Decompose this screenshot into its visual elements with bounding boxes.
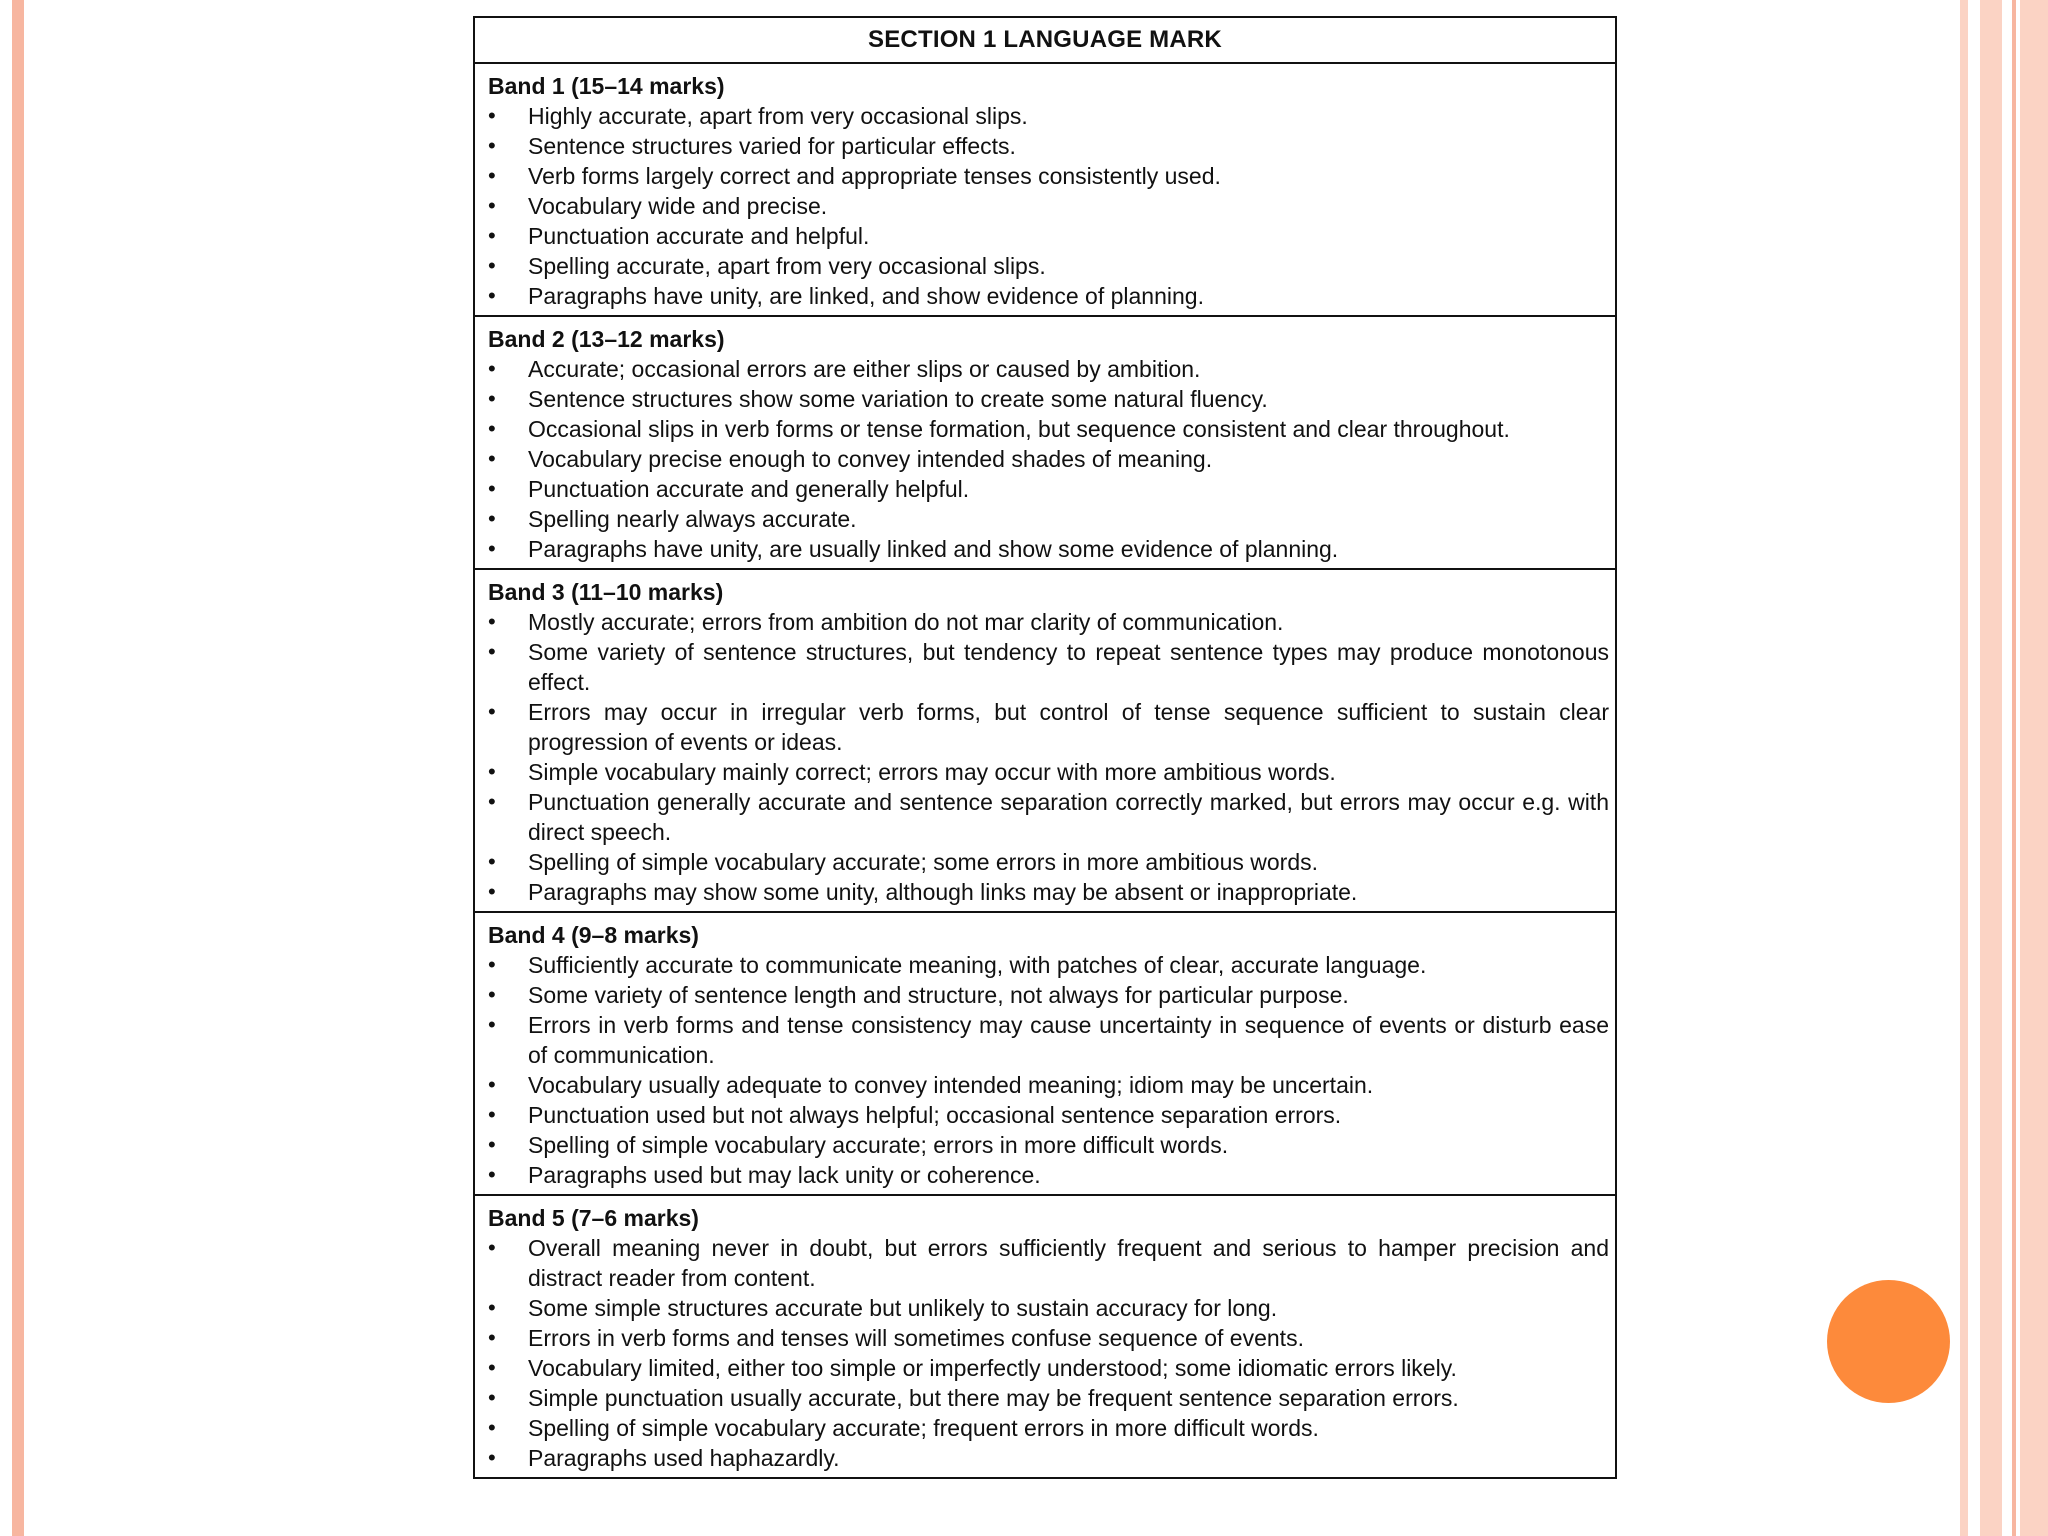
band-title: Band 3 (11–10 marks) xyxy=(488,579,724,605)
criterion-item: • Spelling of simple vocabulary accurate; frequent errors in more difficult words. xyxy=(488,1413,1609,1443)
right-decorative-stripe xyxy=(1960,0,1968,1536)
table-title: SECTION 1 LANGUAGE MARK xyxy=(475,18,1615,64)
criterion-item: • Paragraphs have unity, are usually linked and show some evidence of planning. xyxy=(488,534,1609,564)
criterion-item: • Simple punctuation usually accurate, but there may be frequent sentence separation errors. xyxy=(488,1383,1609,1413)
language-mark-table xyxy=(473,16,1617,1479)
criterion-item: • Paragraphs may show some unity, although links may be absent or inappropriate. xyxy=(488,877,1609,907)
criterion-item: • Simple vocabulary mainly correct; errors may occur with more ambitious words. xyxy=(488,757,1609,787)
criterion-item: • Sentence structures show some variation to create some natural fluency. xyxy=(488,384,1609,414)
criterion-item: • Vocabulary usually adequate to convey intended meaning; idiom may be uncertain. xyxy=(488,1070,1609,1100)
criterion-item: • Paragraphs have unity, are linked, and show evidence of planning. xyxy=(488,281,1609,311)
criterion-item: • Errors may occur in irregular verb forms, but control of tense sequence sufficient to sustain clear progression of events or ideas. xyxy=(488,697,1609,757)
criterion-item: • Punctuation accurate and helpful. xyxy=(488,221,1609,251)
right-decorative-stripe xyxy=(1980,0,2002,1536)
criterion-item: • Spelling of simple vocabulary accurate; errors in more difficult words. xyxy=(488,1130,1609,1160)
criterion-item: • Some simple structures accurate but unlikely to sustain accuracy for long. xyxy=(488,1293,1609,1323)
criterion-item: • Some variety of sentence length and structure, not always for particular purpose. xyxy=(488,980,1609,1010)
criterion-item: • Errors in verb forms and tense consistency may cause uncertainty in sequence of events or disturb ease of communication. xyxy=(488,1010,1609,1070)
criterion-item: • Verb forms largely correct and appropriate tenses consistently used. xyxy=(488,161,1609,191)
bands-container xyxy=(475,64,1615,1477)
criterion-item: • Some variety of sentence structures, but tendency to repeat sentence types may produce monotonous effect. xyxy=(488,637,1609,697)
band-title: Band 2 (13–12 marks) xyxy=(488,326,725,352)
band-criteria-list xyxy=(488,607,1609,907)
criterion-item: • Mostly accurate; errors from ambition do not mar clarity of communication. xyxy=(488,607,1609,637)
band-title: Band 5 (7–6 marks) xyxy=(488,1205,699,1231)
criterion-item: • Spelling of simple vocabulary accurate; some errors in more ambitious words. xyxy=(488,847,1609,877)
criterion-item: • Occasional slips in verb forms or tense formation, but sequence consistent and clear throughout. xyxy=(488,414,1609,444)
band-section-3 xyxy=(475,570,1615,913)
band-criteria-list xyxy=(488,1233,1609,1473)
band-section-2 xyxy=(475,317,1615,570)
band-section-5 xyxy=(475,1196,1615,1477)
criterion-item: • Paragraphs used haphazardly. xyxy=(488,1443,1609,1473)
right-decorative-stripe xyxy=(2012,0,2016,1536)
criterion-item: • Spelling accurate, apart from very occasional slips. xyxy=(488,251,1609,281)
band-criteria-list xyxy=(488,101,1609,311)
criterion-item: • Highly accurate, apart from very occasional slips. xyxy=(488,101,1609,131)
band-criteria-list xyxy=(488,950,1609,1190)
criterion-item: • Punctuation accurate and generally helpful. xyxy=(488,474,1609,504)
band-title: Band 4 (9–8 marks) xyxy=(488,922,699,948)
criterion-item: • Sentence structures varied for particular effects. xyxy=(488,131,1609,161)
criterion-item: • Errors in verb forms and tenses will sometimes confuse sequence of events. xyxy=(488,1323,1609,1353)
criterion-item: • Overall meaning never in doubt, but errors sufficiently frequent and serious to hamper precision and distract reader from content. xyxy=(488,1233,1609,1293)
right-decorative-stripe xyxy=(2020,0,2048,1536)
band-criteria-list xyxy=(488,354,1609,564)
criterion-item: • Punctuation used but not always helpful; occasional sentence separation errors. xyxy=(488,1100,1609,1130)
band-title: Band 1 (15–14 marks) xyxy=(488,73,725,99)
criterion-item: • Vocabulary limited, either too simple or imperfectly understood; some idiomatic errors likely. xyxy=(488,1353,1609,1383)
criterion-item: • Paragraphs used but may lack unity or coherence. xyxy=(488,1160,1609,1190)
band-section-1 xyxy=(475,64,1615,317)
criterion-item: • Sufficiently accurate to communicate meaning, with patches of clear, accurate language. xyxy=(488,950,1609,980)
orange-circle-decoration xyxy=(1827,1280,1950,1403)
left-decorative-stripe xyxy=(12,0,24,1536)
criterion-item: • Punctuation generally accurate and sentence separation correctly marked, but errors may occur e.g. with direct speech. xyxy=(488,787,1609,847)
criterion-item: • Vocabulary wide and precise. xyxy=(488,191,1609,221)
band-section-4 xyxy=(475,913,1615,1196)
criterion-item: • Accurate; occasional errors are either slips or caused by ambition. xyxy=(488,354,1609,384)
criterion-item: • Vocabulary precise enough to convey intended shades of meaning. xyxy=(488,444,1609,474)
criterion-item: • Spelling nearly always accurate. xyxy=(488,504,1609,534)
